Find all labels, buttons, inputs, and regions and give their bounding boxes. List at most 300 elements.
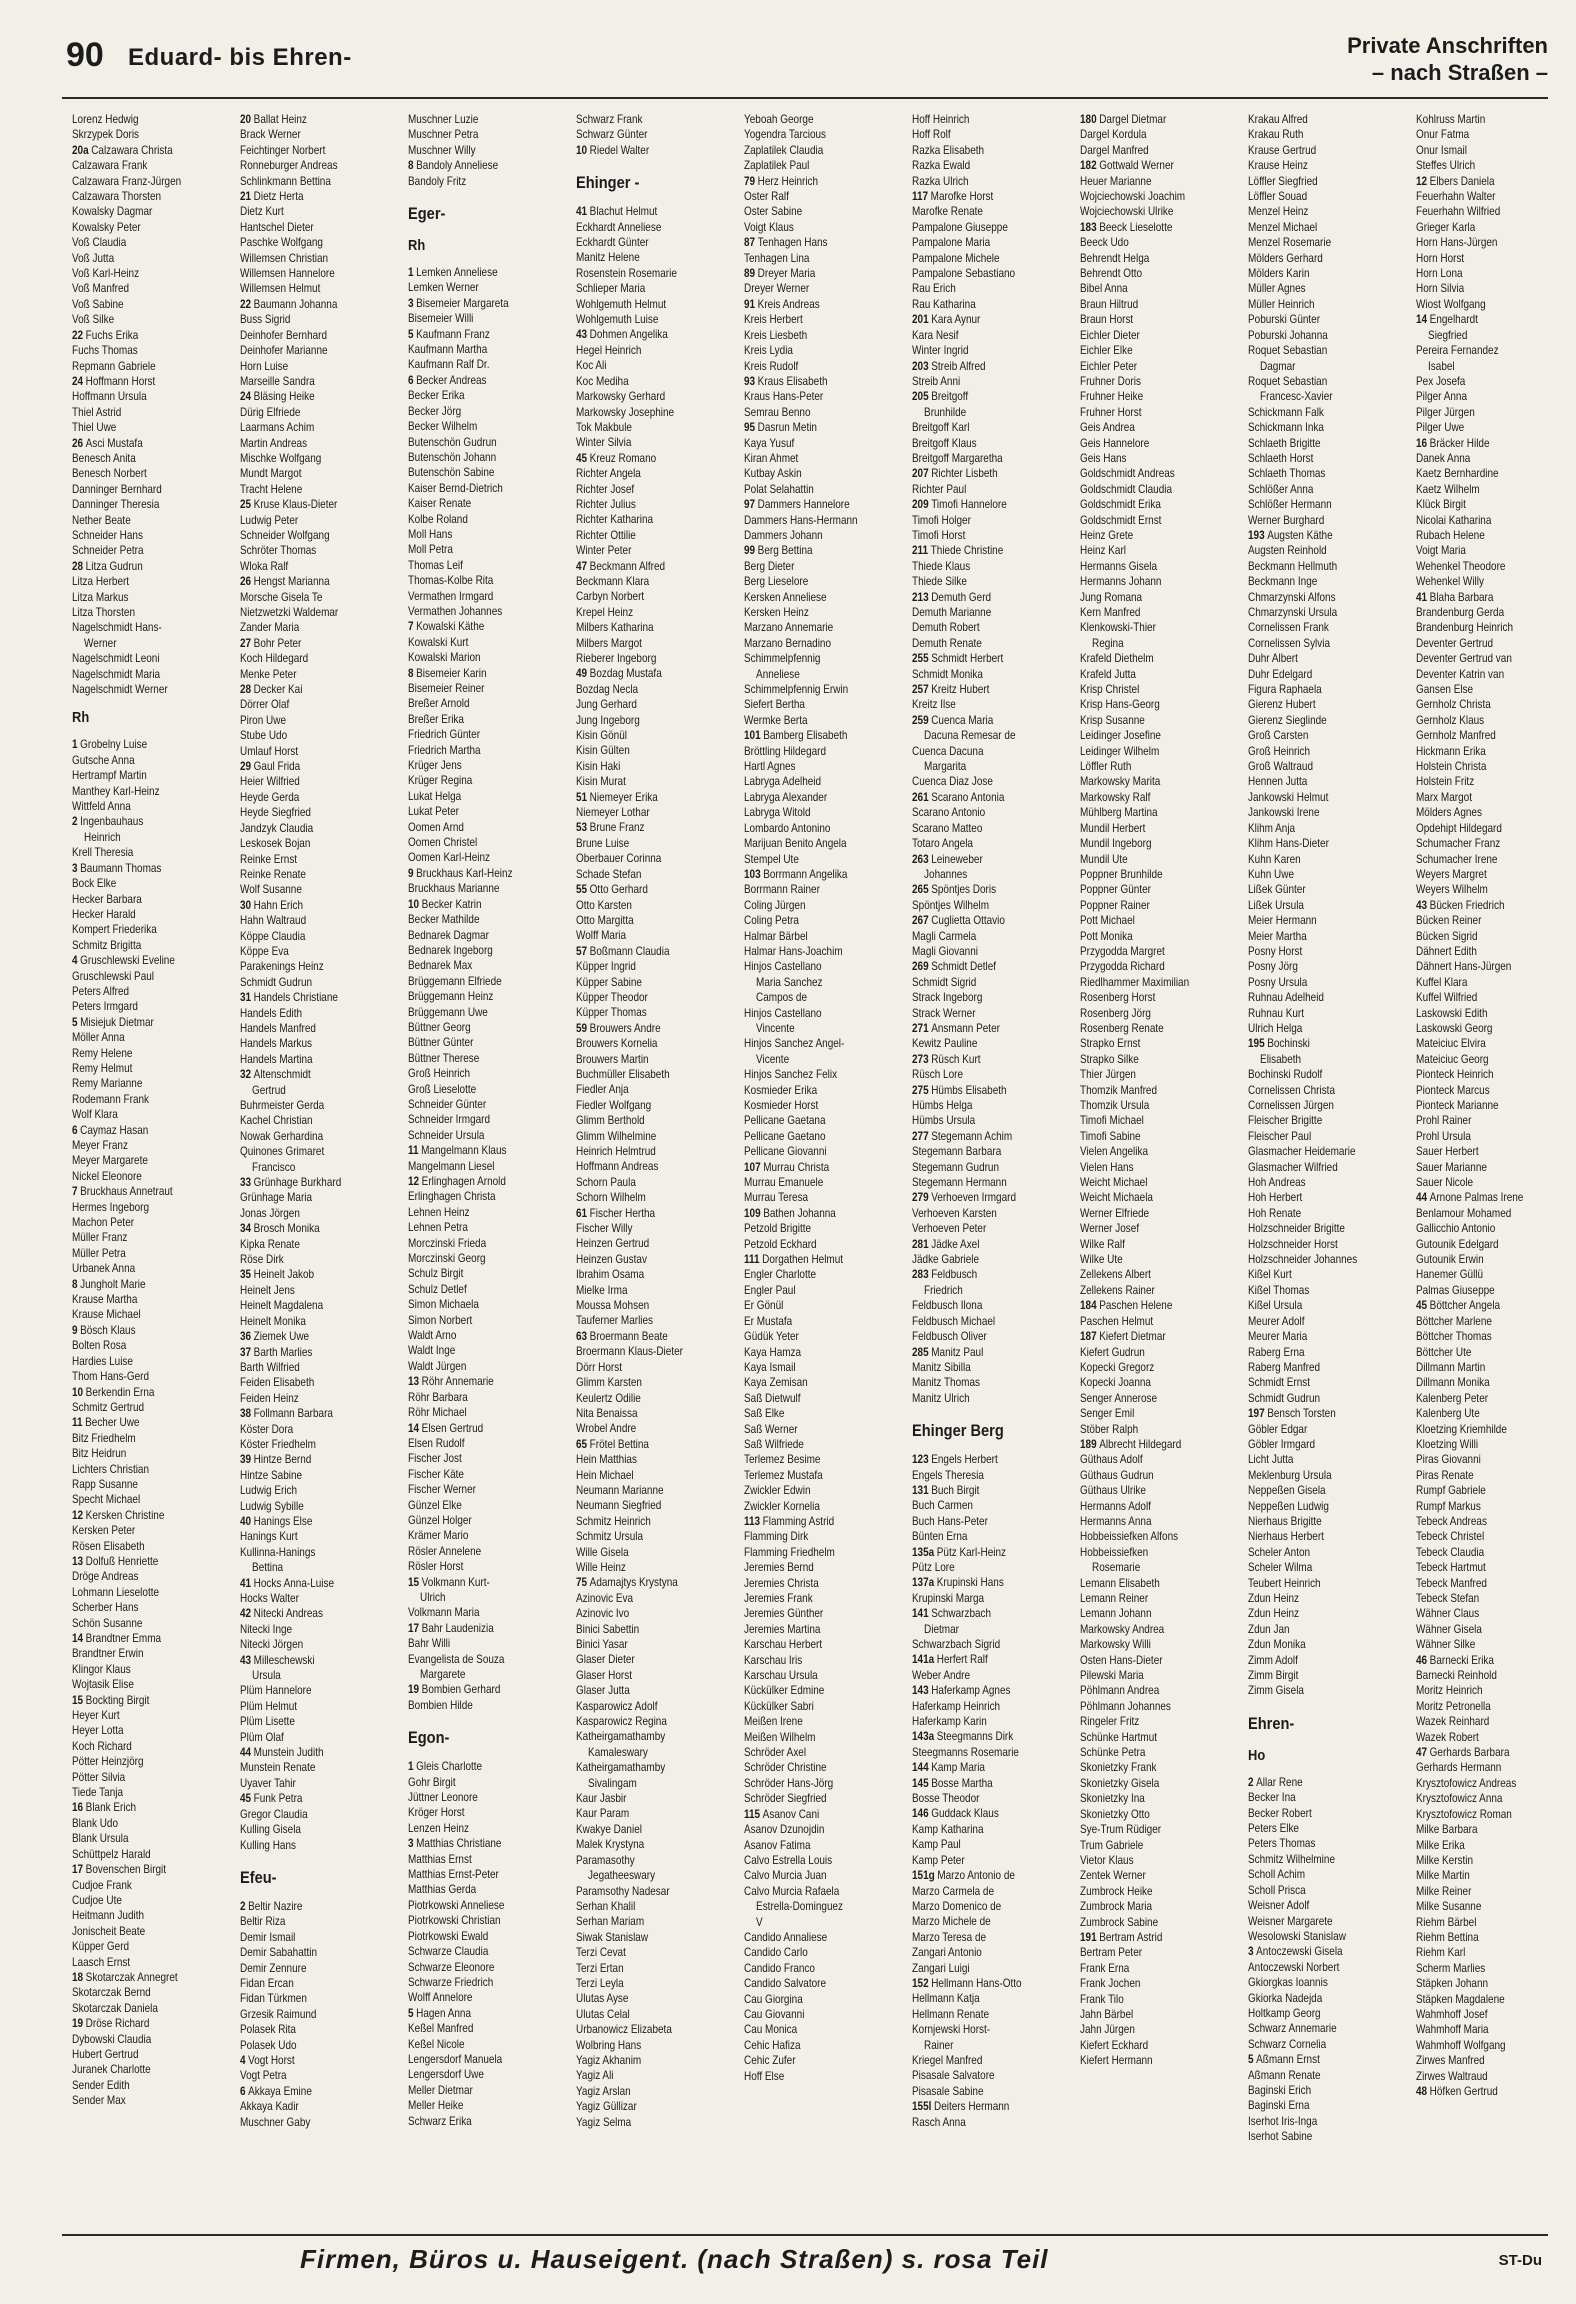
street-heading: Egon- (408, 1728, 450, 1748)
directory-entry (912, 1175, 1070, 1190)
directory-entry (1416, 482, 1542, 497)
resident-name: Hellmann Katja (912, 1992, 980, 2006)
resident-name: Milke Susanne (1416, 1900, 1482, 1914)
directory-entry (576, 759, 734, 774)
resident-name: Beckmann Alfred (589, 559, 666, 573)
resident-name: Zumbrock Sabine (1080, 1915, 1159, 1929)
directory-entry (576, 1159, 734, 1174)
house-number: 193 (1248, 528, 1265, 542)
directory-entry (744, 528, 902, 543)
directory-entry (1080, 759, 1238, 774)
resident-name: Vielen Hans (1080, 1160, 1134, 1174)
resident-name: Schmidt Herbert (931, 652, 1004, 666)
directory-entry (1416, 1391, 1542, 1406)
house-number: 22 (72, 328, 84, 342)
resident-name: Kersken Anneliese (744, 590, 827, 604)
directory-entry (1416, 1175, 1542, 1190)
resident-name: Magli Carmela (912, 929, 977, 943)
directory-entry (240, 1406, 398, 1421)
directory-column-2 (240, 112, 398, 2222)
directory-entry (408, 1698, 566, 1713)
directory-entry (576, 1175, 734, 1190)
resident-name: Decker Kai (253, 683, 303, 697)
directory-entry (72, 682, 230, 697)
directory-entry (72, 1338, 230, 1353)
resident-name: Kißel Kurt (1248, 1268, 1292, 1282)
resident-name: Schmidt Gudrun (1248, 1391, 1321, 1405)
directory-entry (72, 1107, 230, 1122)
directory-entry (1248, 143, 1406, 158)
resident-name: Marzo Teresa de (912, 1930, 987, 1944)
resident-name: Frank Erna (1080, 1961, 1130, 1975)
directory-entry (72, 204, 230, 219)
directory-entry (72, 513, 230, 528)
resident-name: Demuth Gerd (931, 590, 992, 604)
resident-name: Hanings Else (253, 1514, 313, 1528)
directory-entry (1080, 1745, 1238, 1760)
resident-name: Demuth Marianne (912, 606, 992, 619)
directory-entry (576, 1729, 734, 1744)
resident-name: Zirwes Manfred (1416, 2054, 1485, 2068)
directory-entry (1080, 774, 1238, 789)
directory-entry (1416, 513, 1542, 528)
resident-name: Bräcker Hilde (1429, 436, 1490, 450)
resident-name: Koch Hildegard (240, 652, 309, 666)
resident-name: Goldschmidt Erika (1080, 498, 1161, 512)
resident-name: Wähner Claus (1416, 1607, 1480, 1621)
resident-name: Sauer Herbert (1416, 1145, 1479, 1159)
resident-name: Vogt Petra (240, 2069, 287, 2083)
resident-name: Oster Sabine (744, 205, 803, 219)
directory-entry (576, 1437, 734, 1452)
resident-name: Skonietzky Gisela (1080, 1776, 1160, 1790)
resident-name: Willemsen Helmut (240, 282, 321, 296)
directory-entry (576, 2007, 734, 2022)
directory-entry (240, 127, 398, 142)
resident-name: Moll Hans (408, 527, 453, 541)
resident-name: Beckmann Inge (1248, 575, 1318, 589)
directory-entry (1248, 1545, 1406, 1560)
resident-name: Günzel Elke (408, 1498, 462, 1512)
directory-entry (1080, 898, 1238, 913)
resident-name: Meyer Margarete (72, 1154, 148, 1168)
resident-name: Siegfried (1428, 328, 1468, 342)
resident-name: Rubach Helene (1416, 528, 1485, 542)
directory-entry (912, 1637, 1070, 1652)
house-number: 279 (912, 1191, 929, 1205)
resident-name: Hengst Marianna (253, 575, 330, 589)
resident-name: Bombien Hilde (408, 1698, 473, 1712)
resident-name: Blaha Barbara (1429, 590, 1494, 604)
resident-name: Arnone Palmas Irene (1429, 1191, 1524, 1205)
directory-entry (744, 882, 902, 897)
resident-name: Barth Wilfried (240, 1360, 300, 1374)
resident-name: Elbers Daniela (1429, 174, 1495, 188)
resident-name: Kaya Hamza (744, 1345, 802, 1359)
resident-name: Becher Uwe (85, 1416, 140, 1430)
resident-name: Pionteck Heinrich (1416, 1068, 1494, 1082)
footer-note: Firmen, Büros u. Hauseigent. (nach Straßen) s. rosa Teil (300, 2244, 1049, 2274)
resident-name: Schickmann Inka (1248, 421, 1324, 435)
house-number: 111 (744, 1253, 760, 1267)
directory-entry (72, 1200, 230, 1215)
resident-name: Cau Giovanni (744, 2007, 805, 2021)
house-number: 273 (912, 1052, 929, 1066)
directory-entry (1080, 929, 1238, 944)
directory-entry (744, 1329, 902, 1344)
directory-entry (240, 790, 398, 805)
directory-entry (576, 1005, 734, 1020)
resident-name: Wrobel Andre (576, 1422, 637, 1436)
resident-name: Schwarzbach Sigrid (912, 1638, 1001, 1651)
directory-entry (408, 1205, 566, 1220)
resident-name: Rösen Elisabeth (72, 1539, 145, 1553)
directory-entry (408, 866, 566, 881)
resident-name: Posny Ursula (1248, 975, 1308, 989)
directory-entry (1248, 1360, 1406, 1375)
resident-name: Behrendt Otto (1080, 267, 1143, 281)
resident-name: Weyers Margret (1416, 867, 1487, 881)
directory-entry (1248, 235, 1406, 250)
house-number: 25 (240, 498, 252, 512)
directory-entry (408, 1097, 566, 1112)
directory-entry (744, 805, 902, 820)
directory-entry (240, 251, 398, 266)
resident-name: Gutounik Erwin (1416, 1253, 1484, 1267)
directory-entry (408, 1035, 566, 1050)
resident-name: Remy Marianne (72, 1077, 143, 1091)
directory-entry (1080, 1360, 1238, 1375)
directory-entry (72, 1585, 230, 1600)
resident-name: Pilger Anna (1416, 390, 1468, 404)
resident-name: Dörr Horst (576, 1360, 622, 1374)
directory-entry (1080, 605, 1238, 620)
resident-name: Schmidt Detlef (931, 960, 997, 974)
resident-name: Böttcher Marlene (1416, 1314, 1492, 1328)
directory-entry (1416, 112, 1542, 127)
resident-name: Sauer Nicole (1416, 1176, 1474, 1190)
resident-name: Wahmhoff Maria (1416, 2023, 1489, 2037)
resident-name: Rau Erich (912, 282, 956, 296)
directory-entry (240, 975, 398, 990)
directory-entry (1416, 1730, 1542, 1745)
house-number: 203 (912, 359, 929, 373)
resident-name: Grzesik Raimund (240, 2007, 317, 2021)
resident-name: Schwarz Frank (576, 113, 643, 126)
directory-entry (1416, 312, 1542, 327)
resident-name: Glimm Karsten (576, 1376, 642, 1390)
resident-name: Niemeyer Erika (589, 790, 658, 804)
directory-entry (744, 1884, 902, 1899)
resident-name: Wille Gisela (576, 1545, 629, 1559)
resident-name: Asanov Dzunojdin (744, 1823, 825, 1837)
directory-entry (408, 835, 566, 850)
resident-name: Candido Annaliese (744, 1930, 828, 1944)
directory-entry (744, 990, 902, 1005)
resident-name: Wehenkel Willy (1416, 575, 1484, 589)
resident-name: Wermke Berta (744, 713, 808, 727)
directory-entry (408, 143, 566, 158)
range-title: Eduard- bis Ehren- (128, 44, 352, 71)
resident-name: Rumpf Markus (1416, 1499, 1481, 1513)
directory-entry (1080, 266, 1238, 281)
resident-name: Ulutas Celal (576, 2007, 630, 2021)
directory-entry (744, 1683, 902, 1698)
directory-entry (240, 682, 398, 697)
directory-entry (72, 1123, 230, 1138)
directory-entry (72, 1955, 230, 1970)
directory-entry (240, 882, 398, 897)
resident-name: Eckhardt Günter (576, 236, 649, 250)
directory-entry (240, 836, 398, 851)
resident-name: Hermanns Gisela (1080, 559, 1158, 573)
directory-entry (240, 1622, 398, 1637)
directory-entry (744, 359, 902, 374)
resident-name: Oberbauer Corinna (576, 852, 662, 866)
directory-entry (240, 1576, 398, 1591)
resident-name: Brandenburg Heinrich (1416, 621, 1514, 635)
directory-entry (576, 435, 734, 450)
resident-name: Lorenz Hedwig (72, 113, 139, 126)
directory-entry (1416, 744, 1542, 759)
resident-name: Bruckhaus Annetraut (80, 1185, 173, 1199)
directory-entry (240, 1190, 398, 1205)
directory-entry (744, 636, 902, 651)
directory-entry (240, 774, 398, 789)
resident-name: Steegmanns Rosemarie (912, 1745, 1019, 1759)
directory-entry (1080, 1375, 1238, 1390)
directory-entry (912, 929, 1070, 944)
resident-name: Kaur Jasbir (576, 1792, 627, 1806)
resident-name: Pott Monika (1080, 929, 1133, 943)
resident-name: Heinrich (84, 830, 121, 844)
resident-name: Heinzen Gertrud (576, 1237, 650, 1251)
house-number: 2 (72, 815, 78, 829)
directory-entry (912, 913, 1070, 928)
resident-name: Coling Jürgen (744, 898, 806, 912)
directory-entry (912, 1806, 1070, 1821)
resident-name: Kopecki Gregorz (1080, 1360, 1155, 1374)
house-number: 13 (408, 1375, 420, 1389)
resident-name: Krysztofowicz Anna (1416, 1792, 1503, 1806)
directory-entry (1416, 281, 1542, 296)
resident-name: Mundt Margot (240, 467, 302, 481)
house-number: 24 (72, 374, 84, 388)
resident-name: Kreis Andreas (757, 297, 820, 311)
resident-name: Gierenz Hubert (1248, 698, 1316, 712)
resident-name: Serhan Khalil (576, 1899, 636, 1913)
directory-entry (72, 953, 230, 968)
resident-name: Tenhagen Lina (744, 251, 810, 265)
directory-entry (744, 482, 902, 497)
directory-entry (1248, 636, 1406, 651)
directory-entry (912, 1098, 1070, 1113)
resident-name: Borrmann Angelika (763, 867, 848, 881)
directory-entry (744, 574, 902, 589)
directory-entry (408, 989, 566, 1004)
house-number: 27 (240, 636, 252, 650)
directory-entry (1248, 1883, 1406, 1898)
resident-name: Heinelt Jens (240, 1283, 295, 1297)
directory-entry (912, 867, 1070, 882)
directory-entry (72, 2032, 230, 2047)
directory-entry (1080, 620, 1238, 635)
resident-name: Schüttpelz Harald (72, 1847, 151, 1861)
directory-entry (72, 559, 230, 574)
resident-name: Neppeßen Gisela (1248, 1484, 1326, 1498)
resident-name: Flamming Friedhelm (744, 1545, 835, 1559)
resident-name: Gierenz Sieglinde (1248, 713, 1327, 727)
directory-entry (744, 1036, 902, 1051)
resident-name: Senger Annerose (1080, 1391, 1158, 1405)
house-number: 5 (1248, 2053, 1254, 2067)
house-number: 45 (1416, 1299, 1428, 1313)
section-title-line1: Private Anschriften (1347, 33, 1548, 58)
directory-entry (912, 1560, 1070, 1575)
directory-entry (240, 1807, 398, 1822)
resident-name: Piotrkowski Christian (408, 1914, 501, 1928)
resident-name: Strapko Ernst (1080, 1037, 1141, 1051)
directory-entry (408, 311, 566, 326)
directory-entry (72, 1184, 230, 1199)
directory-entry (240, 266, 398, 281)
resident-name: Dargel Manfred (1080, 143, 1149, 157)
directory-entry (576, 620, 734, 635)
directory-entry (408, 2067, 566, 2082)
directory-entry (1416, 790, 1542, 805)
directory-entry (912, 805, 1070, 820)
directory-entry (744, 1714, 902, 1729)
directory-entry (576, 666, 734, 681)
directory-entry (1416, 1345, 1542, 1360)
directory-entry (240, 1760, 398, 1775)
directory-entry (576, 1545, 734, 1560)
directory-entry (912, 1976, 1070, 1991)
directory-entry (1416, 1036, 1542, 1051)
resident-name: Riedlhammer Maximilian (1080, 975, 1190, 989)
directory-entry (408, 496, 566, 511)
resident-name: Keulertz Odilie (576, 1391, 641, 1405)
directory-entry (1416, 235, 1542, 250)
directory-entry (1080, 667, 1238, 682)
resident-name: Moritz Petronella (1416, 1699, 1491, 1713)
resident-name: Mölders Agnes (1416, 806, 1482, 820)
directory-entry (912, 1899, 1070, 1914)
directory-entry (576, 281, 734, 296)
directory-entry (912, 1221, 1070, 1236)
directory-entry (240, 1745, 398, 1760)
house-number: 152 (912, 1976, 929, 1990)
directory-entry (1248, 174, 1406, 189)
directory-entry (72, 1092, 230, 1107)
directory-entry (576, 1714, 734, 1729)
directory-entry (576, 250, 734, 265)
directory-entry (1416, 2069, 1542, 2084)
directory-entry (408, 450, 566, 465)
resident-name: Quinones Grimaret (240, 1145, 325, 1159)
resident-name: Buss Sigrid (240, 313, 291, 327)
resident-name: Schmitz Gertrud (72, 1400, 145, 1414)
house-number: 3 (408, 1837, 414, 1851)
resident-name: Demir Sabahattin (240, 1946, 318, 1960)
directory-entry (408, 958, 566, 973)
directory-entry (1416, 189, 1542, 204)
resident-name: Muschner Willy (408, 143, 476, 157)
directory-entry (72, 297, 230, 312)
house-number: 4 (240, 2053, 246, 2067)
directory-entry (912, 1314, 1070, 1329)
resident-name: Plüm Lisette (240, 1715, 295, 1729)
resident-name: Scarano Matteo (912, 821, 983, 835)
resident-name: Schlößer Anna (1248, 482, 1314, 496)
resident-name: Goldschmidt Claudia (1080, 482, 1173, 496)
resident-name: Peters Irmgard (72, 1000, 138, 1014)
directory-entry (240, 2115, 398, 2130)
resident-name: Malek Krystyna (576, 1838, 645, 1852)
directory-entry (744, 2069, 902, 2084)
directory-entry (912, 821, 1070, 836)
resident-name: Krisp Susanne (1080, 713, 1145, 727)
resident-name: Feldbusch Oliver (912, 1330, 987, 1344)
resident-name: Moll Petra (408, 543, 453, 557)
resident-name: Petzold Brigitte (744, 1222, 812, 1236)
house-number: 75 (576, 1576, 588, 1590)
resident-name: Haferkamp Agnes (931, 1684, 1011, 1698)
resident-name: Kaetz Wilhelm (1416, 482, 1480, 496)
resident-name: Pöhlmann Johannes (1080, 1699, 1171, 1713)
directory-entry (744, 944, 902, 959)
directory-entry (744, 1945, 902, 1960)
directory-entry (912, 1498, 1070, 1513)
resident-name: Brack Werner (240, 128, 301, 142)
resident-name: Lenzen Heinz (408, 1821, 469, 1835)
directory-entry (1248, 990, 1406, 1005)
house-number: 38 (240, 1407, 252, 1421)
directory-entry (72, 466, 230, 481)
resident-name: Altenschmidt (253, 1068, 311, 1082)
resident-name: Büttner Therese (408, 1051, 480, 1065)
directory-entry (744, 1314, 902, 1329)
resident-name: Ludwig Erich (240, 1484, 298, 1498)
resident-name: Werner Josef (1080, 1222, 1140, 1236)
house-number: 3 (408, 296, 414, 310)
directory-entry (1416, 343, 1542, 358)
resident-name: Ringeler Fritz (1080, 1715, 1140, 1729)
directory-entry (1248, 204, 1406, 219)
directory-entry (1416, 389, 1542, 404)
directory-entry (576, 1021, 734, 1036)
directory-entry (1416, 1098, 1542, 1113)
directory-entry (1248, 559, 1406, 574)
resident-name: Winter Ingrid (912, 344, 969, 358)
directory-entry (1416, 174, 1542, 189)
directory-entry (1416, 1113, 1542, 1128)
house-number: 117 (912, 190, 929, 204)
house-number: 61 (576, 1206, 588, 1220)
directory-entry (912, 959, 1070, 974)
resident-name: Steegmanns Dirk (936, 1730, 1014, 1744)
directory-entry (1416, 1884, 1542, 1899)
resident-name: Stempel Ute (744, 852, 799, 866)
directory-entry (240, 1899, 398, 1914)
resident-name: Gernholz Klaus (1416, 713, 1485, 727)
directory-entry (72, 374, 230, 389)
directory-entry (1080, 1160, 1238, 1175)
resident-name: Riehm Bärbel (1416, 1915, 1477, 1929)
directory-entry (576, 127, 734, 142)
resident-name: Marzo Domenico de (912, 1899, 1002, 1913)
resident-name: Kulling Gisela (240, 1823, 301, 1837)
